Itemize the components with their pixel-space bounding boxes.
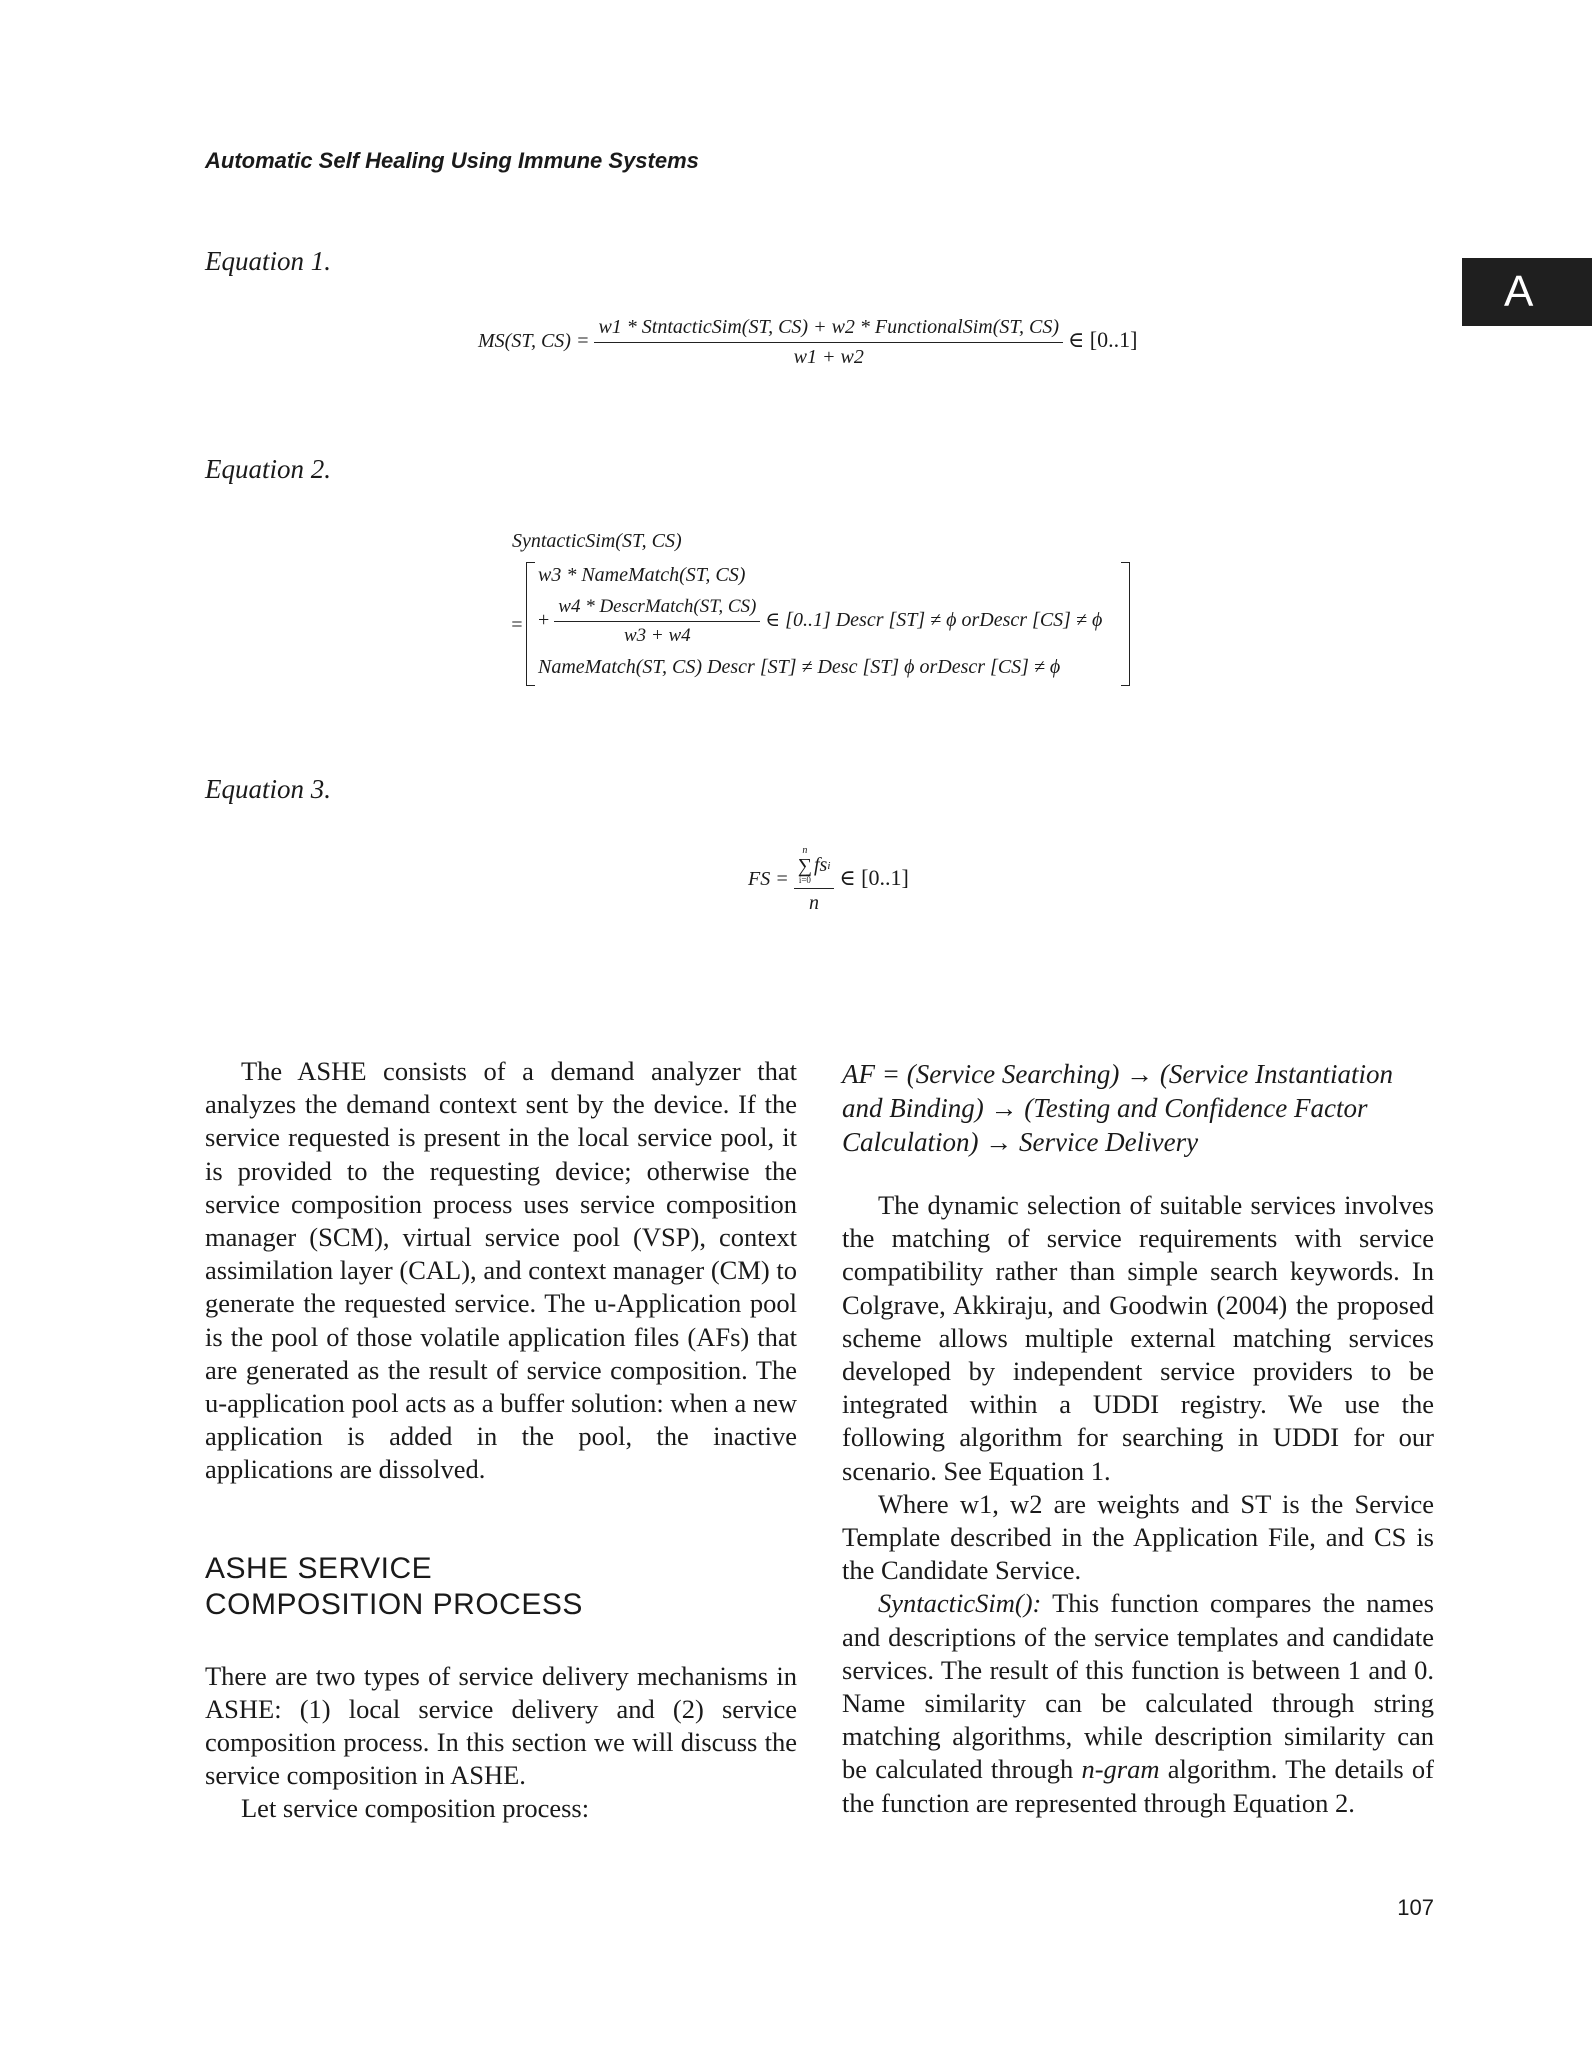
left-para-3: Let service composition process: — [241, 1793, 590, 1824]
eq3-denominator: n — [809, 892, 820, 914]
af-line-3: Calculation) → Service Delivery — [842, 1127, 1199, 1157]
equation-3-label: Equation 3. — [205, 774, 331, 804]
eq3-summand: fs — [813, 854, 828, 876]
section-heading — [205, 1551, 797, 1623]
eq2-eq-sign: = — [510, 614, 524, 636]
eq1-fraction — [594, 316, 1063, 369]
eq1-numerator: w1 * StntacticSim(ST, CS) + w2 * FunctionalSim(ST, CS) — [594, 316, 1063, 343]
page-number: 107 — [1397, 1895, 1434, 1920]
left-para-2: There are two types of service delivery mechanisms in ASHE: (1) local service delivery and (2) service composition process. In this section we will discuss the service composition in ASHE. — [205, 1660, 797, 1791]
af-line-1: AF = (Service Searching) → (Service Instantiation — [842, 1059, 1394, 1089]
eq2-row1: w3 * NameMatch(ST, CS) — [538, 564, 746, 586]
section-heading-line-1: ASHE SERVICE — [205, 1551, 433, 1585]
right-para-3-text-b: algorithm. The details of the function are represented through Equation 2. — [842, 1754, 1434, 1818]
syntacticsim-term: SyntacticSim(): — [878, 1588, 1042, 1619]
left-para-1: The ASHE consists of a demand analyzer that analyzes the demand context sent by the device. If the service requested is present in the local service pool, it is provided to the requesting device; otherwise the service composition process uses service composition manager (SCM), virtual service pool (VSP), context assimilation layer (CAL), and context manager (CM) to generate the requested service. The u-Application pool is the pool of those volatile application files (AFs) that are generated as the result of service composition. The u-application pool acts as a buffer solution: when a new application is added in the pool, the inactive applications are dissolved. — [205, 1056, 797, 1485]
right-para-3 — [842, 1587, 1434, 1819]
eq1-lhs: MS(ST, CS) = — [478, 330, 590, 353]
eq1-range: ∈ [0..1] — [1068, 327, 1138, 353]
right-para-1: The dynamic selection of suitable services involves the matching of service requirements with service compatibility rather than simple search keywords. In Colgrave, Akkiraju, and Goodwin (2004) the proposed scheme allows multiple external matching services developed by independent service providers to be integrated within a UDDI registry. We use the following algorithm for searching in UDDI for our scenario. See Equation 1. — [842, 1190, 1434, 1486]
eq2-frac-denominator: w3 + w4 — [623, 625, 691, 646]
right-column — [842, 1057, 1434, 1820]
section-heading-line-2: COMPOSITION PROCESS — [205, 1587, 583, 1621]
equation-1 — [478, 316, 1137, 369]
af-definition — [842, 1057, 1434, 1159]
running-head: Automatic Self Healing Using Immune Systems — [205, 148, 699, 173]
left-column — [205, 1055, 797, 1826]
eq3-sum-symbol: ∑ — [797, 855, 812, 877]
eq2-lhs: SyntacticSim(ST, CS) — [512, 530, 682, 552]
equation-1-label: Equation 1. — [205, 246, 331, 276]
eq3-summand-sub: i — [827, 859, 831, 872]
eq2-condition-1: ∈ [0..1] Descr [ST] ≠ ϕ orDescr [CS] ≠ ϕ — [765, 609, 1103, 632]
eq2-matrix — [526, 562, 1130, 686]
eq3-numerator — [794, 846, 835, 889]
eq3-lhs: FS = — [748, 868, 789, 891]
equation-2-label: Equation 2. — [205, 454, 331, 484]
right-para-2: Where w1, w2 are weights and ST is the Service Template described in the Application File, and CS is the Candidate Service. — [842, 1488, 1434, 1586]
eq2-plus: + — [538, 609, 550, 632]
eq2-frac-numerator: w4 * DescrMatch(ST, CS) — [554, 596, 760, 622]
eq3-sum-lower: i=0 — [798, 875, 811, 885]
eq1-denominator: w1 + w2 — [793, 346, 864, 368]
af-line-2: and Binding) → (Testing and Confidence Factor — [842, 1093, 1368, 1123]
eq2-row2 — [538, 596, 1102, 647]
eq3-range: ∈ [0..1] — [839, 865, 909, 891]
equation-3 — [748, 846, 909, 915]
eq2-left-bracket — [526, 562, 535, 686]
ngram-term: n-gram — [1081, 1754, 1160, 1785]
eq3-sum — [798, 846, 812, 885]
eq3-fraction — [794, 846, 835, 915]
section-tab: A — [1462, 258, 1592, 326]
eq3-sum-upper: n — [802, 845, 808, 856]
right-para-3-text-a: This function compares the names and descriptions of the service templates and candidate services. The result of this function is between 1 and 0. Name similarity can be calculated through string matching algorithms, while description similarity can be calculated through — [842, 1588, 1434, 1785]
eq2-row3: NameMatch(ST, CS) Descr [ST] ≠ Desc [ST] ϕ orDescr [CS] ≠ ϕ — [538, 656, 1061, 678]
eq2-fraction — [554, 596, 760, 647]
eq2-right-bracket — [1121, 562, 1130, 686]
